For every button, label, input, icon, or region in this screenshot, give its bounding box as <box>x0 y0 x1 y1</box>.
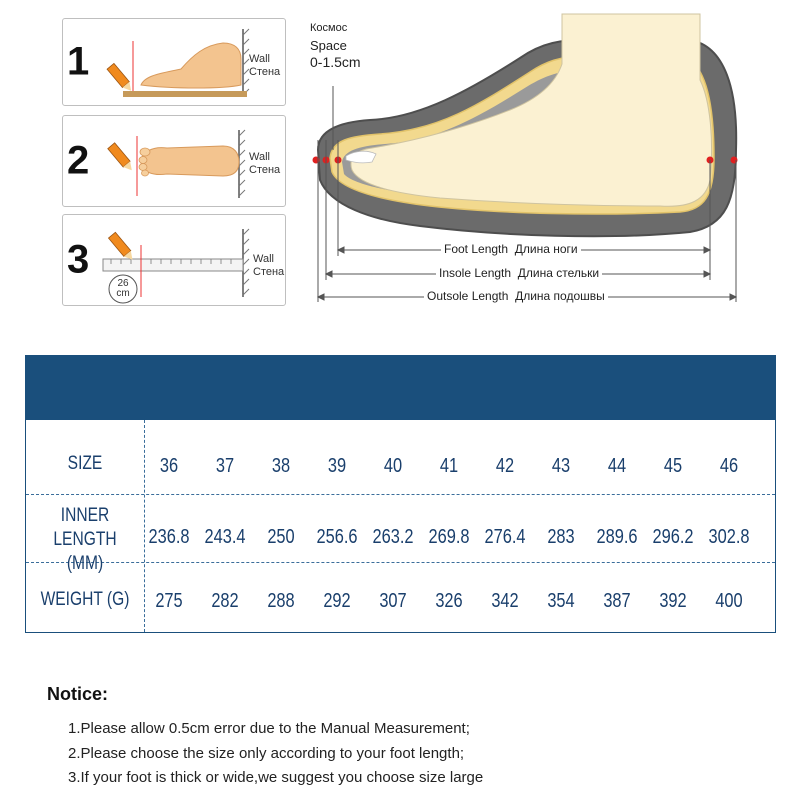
row-label-weight <box>37 588 134 612</box>
table-cell: 289.6 <box>596 526 638 548</box>
table-cell: 269.8 <box>428 526 470 548</box>
table-row-inner-length <box>26 494 775 574</box>
table-cell: 45 <box>663 455 683 477</box>
table-cell: 37 <box>215 455 235 477</box>
notice-line-3: 3.If your foot is thick or wide,we suggest you choose size large <box>68 769 484 786</box>
table-cell: 40 <box>383 455 403 477</box>
size-table-header <box>25 355 776 420</box>
notice-line-1: 1.Please allow 0.5cm error due to the Manual Measurement; <box>68 720 470 737</box>
table-cell: 283 <box>547 526 575 548</box>
insole-length-label <box>436 266 602 280</box>
table-cell: 302.8 <box>708 526 750 548</box>
insole-length-en: Insole Length <box>439 266 512 280</box>
foot-length-ru: Длина ноги <box>514 242 578 256</box>
table-cell: 342 <box>491 590 519 612</box>
row-label-line: LENGTH (MM) <box>53 529 117 574</box>
insole-length-ru: Длина стельки <box>517 266 600 280</box>
size-table <box>25 420 776 633</box>
shoe-cross-section-diagram <box>0 0 800 340</box>
outsole-length-en: Outsole Length <box>427 289 509 303</box>
table-cell: 256.6 <box>316 526 358 548</box>
table-cell: 400 <box>715 590 743 612</box>
outsole-length-label <box>424 289 608 303</box>
space-range: 0-1.5 <box>310 54 342 70</box>
space-label-ru: Космос <box>310 22 348 34</box>
row-label-line: WEIGHT (G) <box>40 589 130 610</box>
outsole-length-ru: Длина подошвы <box>515 289 605 303</box>
table-cell: 354 <box>547 590 575 612</box>
row-label-size <box>37 452 134 476</box>
step-number-1: 1 <box>67 39 90 84</box>
measure-unit: cm <box>116 288 130 299</box>
table-row-weight <box>26 562 775 632</box>
wall-text-en: Wall <box>253 253 274 265</box>
table-cell: 275 <box>155 590 183 612</box>
table-cell: 46 <box>719 455 739 477</box>
table-cell: 43 <box>551 455 571 477</box>
table-cell: 282 <box>211 590 239 612</box>
wall-text-en: Wall <box>249 53 270 65</box>
foot-shape <box>351 14 712 206</box>
space-label-en: Space <box>310 38 347 53</box>
measure-value: 26 <box>117 278 129 289</box>
table-cell: 263.2 <box>372 526 414 548</box>
row-label-line: INNER <box>60 505 110 526</box>
table-cell: 236.8 <box>148 526 190 548</box>
step-number-2: 2 <box>67 138 90 183</box>
table-cell: 44 <box>607 455 627 477</box>
wall-text-ru: Стена <box>253 266 285 278</box>
table-row-size <box>26 420 775 494</box>
table-cell: 292 <box>323 590 351 612</box>
table-cell: 36 <box>159 455 179 477</box>
table-cell: 296.2 <box>652 526 694 548</box>
space-unit: cm <box>341 54 361 70</box>
table-cell: 42 <box>495 455 515 477</box>
table-cell: 326 <box>435 590 463 612</box>
table-cell: 243.4 <box>204 526 246 548</box>
table-cell: 41 <box>439 455 459 477</box>
notice-line-2: 2.Please choose the size only according to your foot length; <box>68 745 465 762</box>
foot-length-label <box>441 242 581 256</box>
table-cell: 288 <box>267 590 295 612</box>
wall-text-en: Wall <box>249 151 270 163</box>
foot-length-en: Foot Length <box>444 242 509 256</box>
space-label <box>310 20 361 71</box>
table-cell: 39 <box>327 455 347 477</box>
notice-title: Notice: <box>47 684 109 704</box>
table-cell: 387 <box>603 590 631 612</box>
row-label-line: SIZE <box>67 453 103 474</box>
table-cell: 307 <box>379 590 407 612</box>
wall-text-ru: Стена <box>249 164 281 176</box>
table-cell: 250 <box>267 526 295 548</box>
wall-text-ru: Стена <box>249 66 281 78</box>
table-cell: 276.4 <box>484 526 526 548</box>
step-number-3: 3 <box>67 237 90 282</box>
table-cell: 38 <box>271 455 291 477</box>
table-cell: 392 <box>659 590 687 612</box>
